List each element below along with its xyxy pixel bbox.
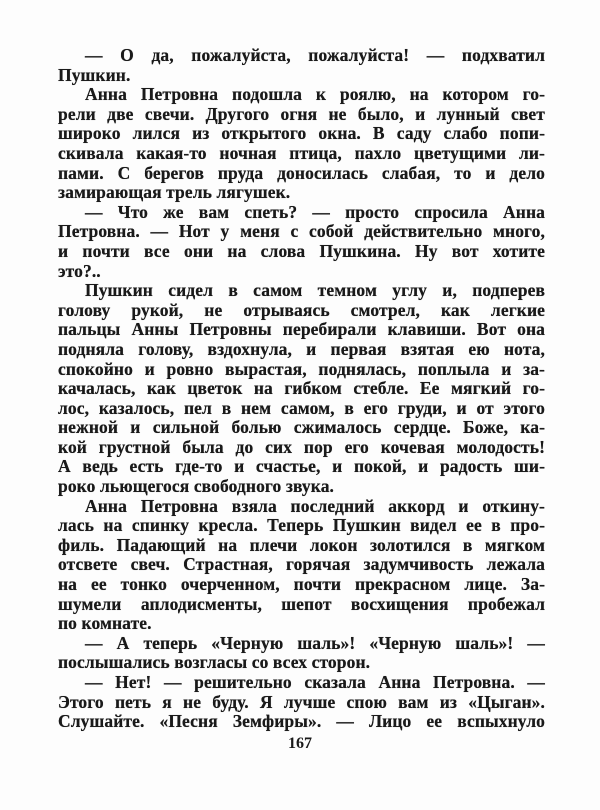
text-line: лась на спинку кресла. Теперь Пушкин видел ее в про- [58, 515, 545, 536]
text-line: роко льющегося свободного звука. [58, 476, 335, 497]
text-line: пами. С берегов пруда доносилась слабая, то и дело [58, 162, 545, 183]
text-line: отсвете свеч. Страстная, горячая задумчивость лежала [58, 554, 545, 575]
text-line: голову рукой, не отрываясь смотрел, как легкие [58, 299, 545, 320]
text-line: послышались возгласы со всех сторон. [58, 652, 371, 673]
text-line: широко лился из открытого окна. В саду слабо попи- [58, 123, 545, 144]
text-line: нежной и сильной болью сжималось сердце. Боже, ка- [58, 417, 545, 438]
text-line: Анна Петровна взяла последний аккорд и откину- [85, 495, 545, 516]
text-line: на ее тонко очерченном, почти прекрасном лице. За- [58, 574, 545, 595]
text-line: замирающая трель лягушек. [58, 182, 291, 203]
text-line: лос, казалось, пел в нем самом, в его груди, и от этого [58, 397, 545, 418]
text-line: пальцы Анны Петровны перебирали клавиши. Вот она [58, 319, 545, 340]
text-line: Анна Петровна подошла к роялю, на котором го- [85, 84, 545, 105]
text-line: — А теперь «Черную шаль»! «Черную шаль»! — [85, 632, 545, 653]
text-line: по комнате. [58, 613, 152, 634]
text-line: это?.. [58, 260, 101, 281]
page-body-text [58, 46, 545, 732]
text-line: и почти все они на слова Пушкина. Ну вот хотите [58, 240, 545, 261]
text-line: кой грустной была до сих пор его кочевая молодость! [58, 436, 545, 457]
text-line: подняла голову, вздохнула, и первая взятая ею нота, [58, 338, 545, 359]
text-line: шумели аплодисменты, шепот восхищения пробежал [58, 593, 545, 614]
text-line: Слушайте. «Песня Земфиры». — Лицо ее вспыхнуло [58, 711, 545, 732]
text-line: — О да, пожалуйста, пожалуйста! — подхватил [85, 45, 545, 65]
text-line: филь. Падающий на плечи локон золотился в мягком [58, 534, 545, 555]
text-line: рели две свечи. Другого огня не было, и лунный свет [58, 103, 545, 124]
text-line: Этого петь я не буду. Я лучше спою вам из «Цыган». [58, 691, 545, 712]
text-line: Пушкин сидел в самом темном углу и, подперев [85, 280, 545, 301]
text-line: скивала какая-то ночная птица, пахло цветущими ли- [58, 142, 545, 163]
text-line: А ведь есть где-то и счастье, и покой, и радость ши- [58, 456, 545, 477]
text-line: — Что же вам спеть? — просто спросила Анна [85, 201, 545, 222]
page-number: 167 [288, 735, 312, 752]
text-line: Петровна. — Нот у меня с собой действительно много, [58, 221, 545, 242]
text-line: качалась, как цветок на гибком стебле. Ее мягкий го- [58, 378, 545, 399]
text-line: спокойно и ровно вырастая, поднялась, поплыла и за- [58, 358, 545, 379]
text-line: — Нет! — решительно сказала Анна Петровна. — [85, 672, 545, 692]
text-line: Пушкин. [58, 64, 131, 85]
